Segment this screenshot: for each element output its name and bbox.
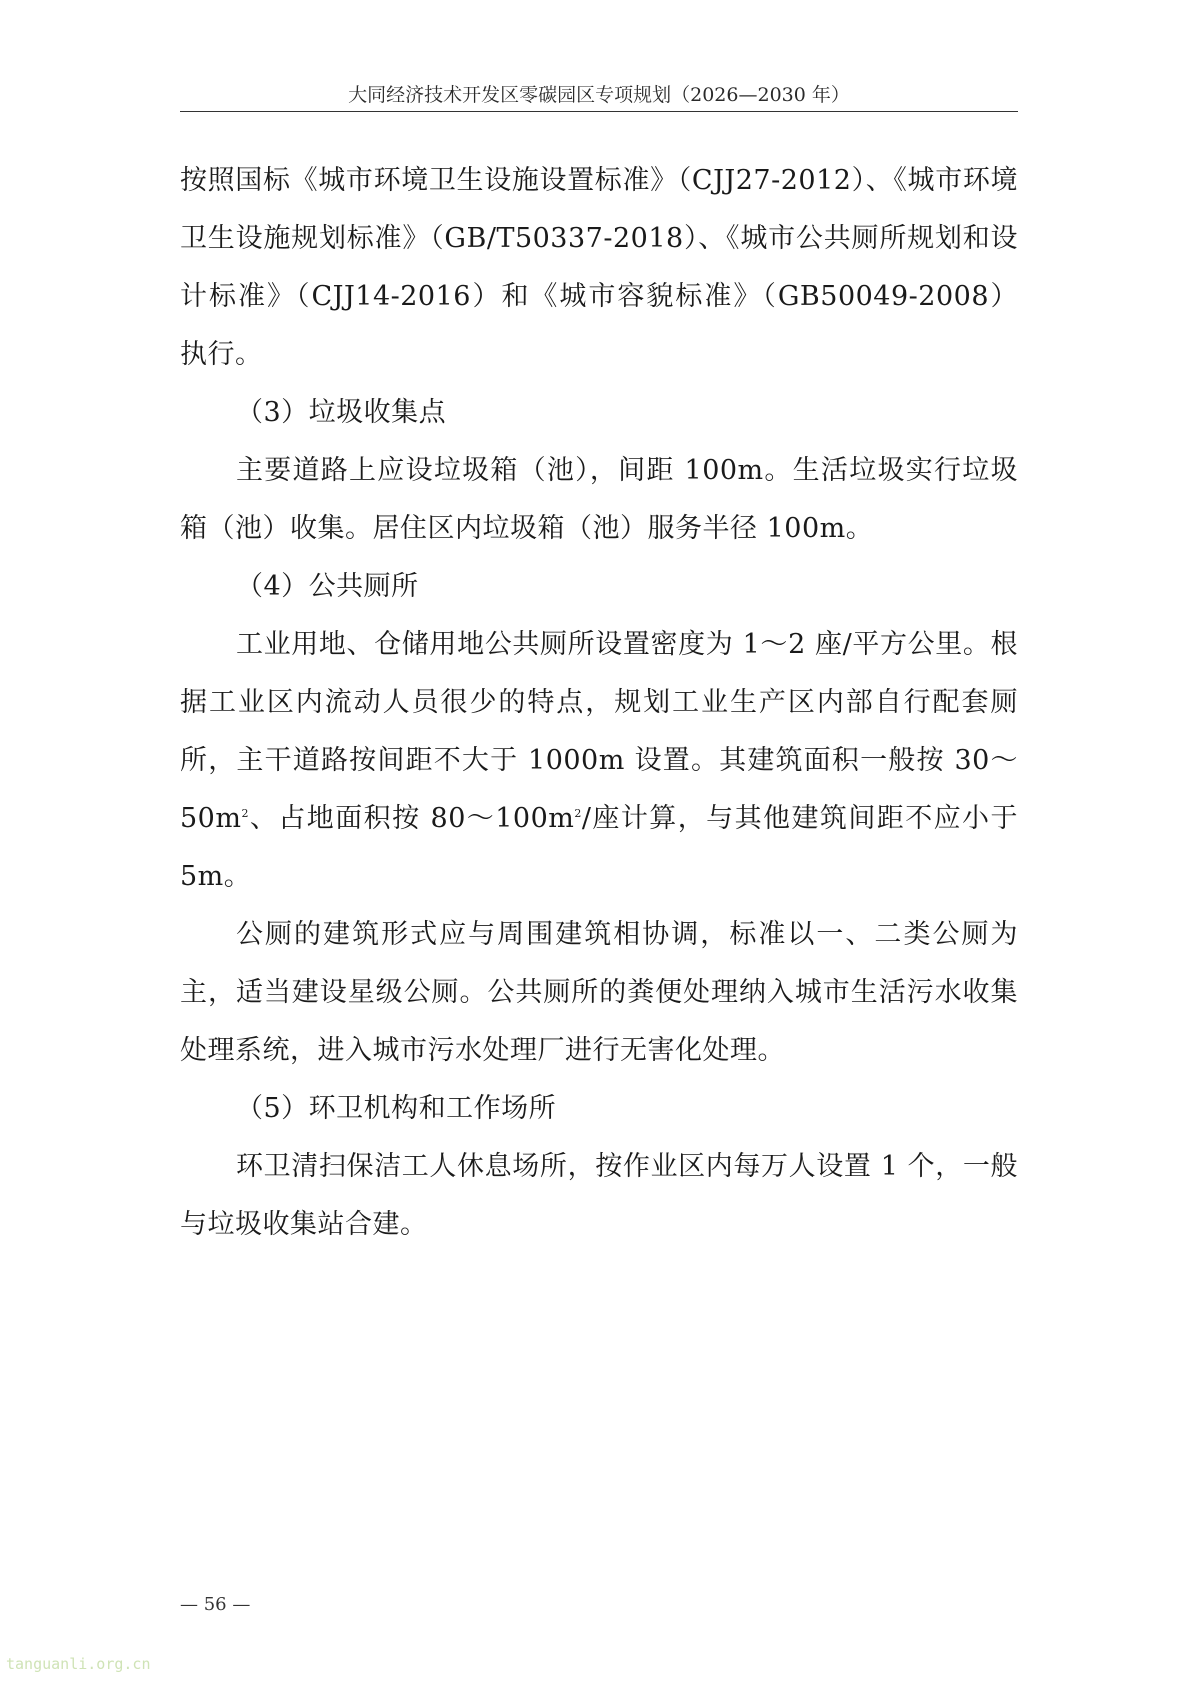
toilet-style-paragraph: 公厕的建筑形式应与周围建筑相协调，标准以一、二类公厕为主，适当建设星级公厕。公共厕所的粪便处理纳入城市生活污水收集处理系统，进入城市污水处理厂进行无害化处理。 — [180, 919, 1018, 1066]
page-number: — 56 — — [180, 1594, 251, 1615]
toilet-density-paragraph — [180, 616, 1018, 906]
toilet-density-text-part3: /座计算，与其他建筑间距不应小于 5m。 — [180, 803, 1018, 892]
header-rule — [180, 111, 1018, 112]
watermark-text: tanguanli.org.cn — [6, 1655, 151, 1673]
rest-area-paragraph: 环卫清扫保洁工人休息场所，按作业区内每万人设置 1 个，一般与垃圾收集站合建。 — [180, 1151, 1018, 1240]
section-heading-public-toilets: （4）公共厕所 — [236, 571, 419, 602]
standards-paragraph: 按照国标《城市环境卫生设施设置标准》（CJJ27-2012）、《城市环境卫生设施规划标准》（GB/T50337-2018）、《城市公共厕所规划和设计标准》（CJJ14-2016）和《城市容貌标准》（GB50049-2008）执行。 — [180, 165, 1018, 370]
garbage-bins-paragraph: 主要道路上应设垃圾箱（池），间距 100m。生活垃圾实行垃圾箱（池）收集。居住区内垃圾箱（池）服务半径 100m。 — [180, 455, 1018, 544]
running-header-title: 大同经济技术开发区零碳园区专项规划（2026—2030 年） — [348, 84, 850, 106]
section-heading-sanitation-facilities: （5）环卫机构和工作场所 — [236, 1093, 557, 1124]
section-heading-garbage-collection-points: （3）垃圾收集点 — [236, 397, 447, 428]
area-unit-superscript: 2 — [241, 807, 249, 820]
toilet-density-text-part1: 工业用地、仓储用地公共厕所设置密度为 1～2 座/平方公里。根据工业区内流动人员很少的特点，规划工业生产区内部自行配套厕所，主干道路按间距不大于 1000m 设置。其建筑面积一般按 30～50m — [180, 629, 1018, 834]
toilet-density-text-part2: 、占地面积按 80～100m — [248, 803, 575, 834]
document-body — [180, 152, 1018, 1254]
area-unit-superscript: 2 — [574, 807, 582, 820]
